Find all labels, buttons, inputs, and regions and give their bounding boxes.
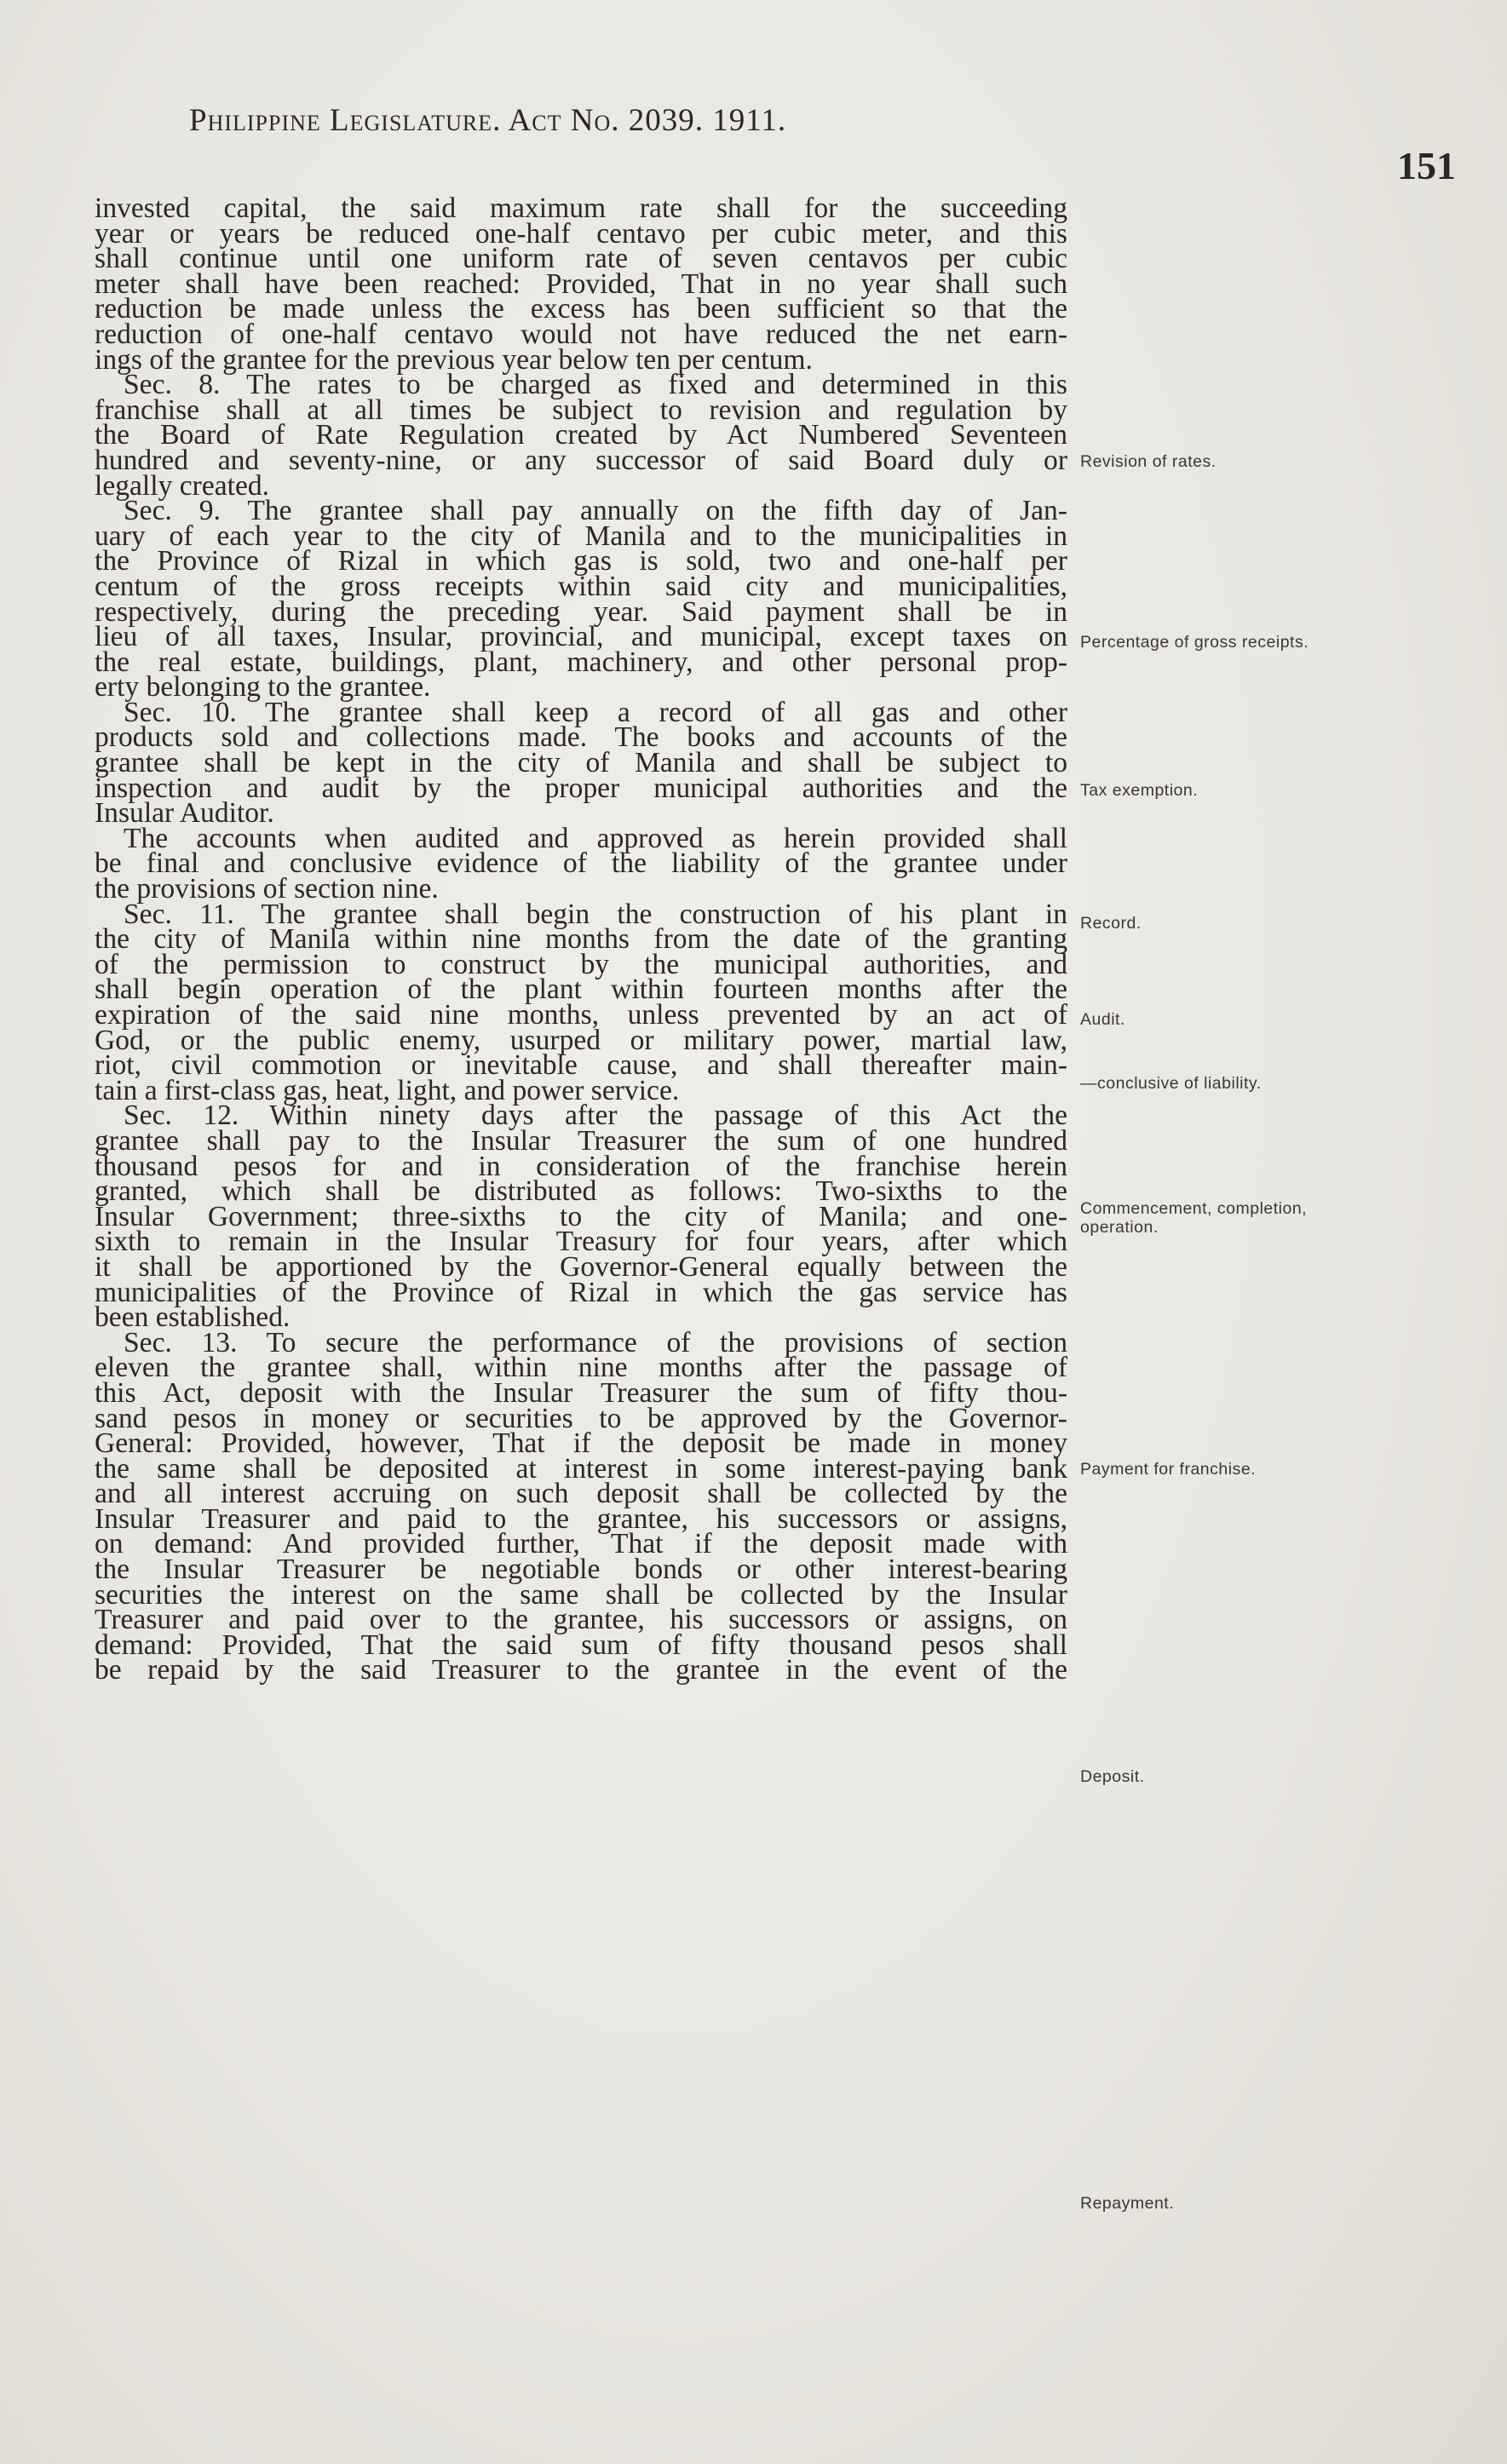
text-line: sixth to remain in the Insular Treasury for four years, after which — [95, 1226, 1067, 1258]
margin-note: Repayment. — [1080, 2194, 1175, 2213]
text-line: expiration of the said nine months, unless prevented by an act of — [95, 999, 1067, 1031]
text-line: securities the interest on the same shall be collected by the Insular — [95, 1578, 1067, 1611]
text-line: lieu of all taxes, Insular, provincial, and municipal, except taxes on — [95, 621, 1067, 653]
text-line: of the permission to construct by the municipal authorities, and — [95, 948, 1067, 980]
section-11-start: Sec. 11. The grantee shall begin the construction of his plant in — [124, 898, 1067, 930]
text-line: uary of each year to the city of Manila and to the municipalities in — [95, 520, 1067, 552]
margin-note: Commencement, completion, operation. — [1080, 1199, 1308, 1237]
section-10-start: Sec. 10. The grantee shall keep a record of all gas and other — [124, 696, 1067, 728]
text-line: inspection and audit by the proper municipal authorities and the — [95, 772, 1067, 804]
text-line: centum of the gross receipts within said city and municipalities, — [95, 570, 1067, 602]
text-line: legally created. — [95, 469, 270, 502]
text-line: reduction of one-half centavo would not have reduced the net earn- — [95, 318, 1067, 350]
text-line: grantee shall pay to the Insular Treasurer the sum of one hundred — [95, 1124, 1067, 1157]
margin-note: Audit. — [1080, 1010, 1125, 1029]
text-line: Insular Government; three-sixths to the city of Manila; and one- — [95, 1200, 1067, 1232]
running-head — [189, 102, 786, 139]
text-line: God, or the public enemy, usurped or military power, martial law, — [95, 1024, 1067, 1056]
margin-note: Deposit. — [1080, 1767, 1145, 1786]
body-text — [95, 192, 1067, 1686]
text-line: hundred and seventy-nine, or any successor of said Board duly or — [95, 444, 1067, 476]
margin-note: Percentage of gross receipts. — [1080, 633, 1309, 652]
text-line: be final and conclusive evidence of the liability of the grantee under — [95, 847, 1067, 880]
text-line: Treasurer and paid over to the grantee, his successors or assigns, on — [95, 1604, 1067, 1636]
text-line: municipalities of the Province of Rizal in which the gas service has — [95, 1276, 1067, 1308]
section-13-start: Sec. 13. To secure the performance of the provisions of section — [124, 1326, 1067, 1358]
text-line: the city of Manila within nine months from the date of the granting — [95, 923, 1067, 956]
text-line: it shall be apportioned by the Governor-General equally between the — [95, 1250, 1067, 1283]
text-line: tain a first-class gas, heat, light, and power service. — [95, 1074, 680, 1106]
margin-note: Tax exemption. — [1080, 781, 1199, 800]
text-line: grantee shall be kept in the city of Manila and shall be subject to — [95, 747, 1067, 779]
text-line: Insular Auditor. — [95, 797, 274, 830]
text-line: respectively, during the preceding year. Said payment shall be in — [95, 595, 1067, 628]
margin-note: Payment for franchise. — [1080, 1460, 1257, 1479]
text-line: the Insular Treasurer be negotiable bonds or other interest-bearing — [95, 1554, 1067, 1586]
text-line: shall begin operation of the plant within fourteen months after the — [95, 974, 1067, 1006]
section-8-start: Sec. 8. The rates to be charged as fixed and determined in this — [124, 369, 1067, 401]
text-line: invested capital, the said maximum rate shall for the succeeding — [95, 192, 1067, 224]
text-line: the Province of Rizal in which gas is sold, two and one-half per — [95, 545, 1067, 577]
text-line: erty belonging to the grantee. — [95, 671, 431, 704]
page-number: 151 — [1397, 144, 1456, 187]
paragraph-start: The accounts when audited and approved as herein provided shall — [124, 822, 1067, 854]
text-line: and all interest accruing on such deposit shall be collected by the — [95, 1478, 1067, 1510]
text-line: the provisions of section nine. — [95, 873, 439, 905]
text-line: riot, civil commotion or inevitable cause, and shall thereafter main- — [95, 1049, 1067, 1082]
text-line: granted, which shall be distributed as follows: Two-sixths to the — [95, 1175, 1067, 1208]
text-line: demand: Provided, That the said sum of fifty thousand pesos shall — [95, 1628, 1067, 1661]
text-line: the Board of Rate Regulation created by Act Numbered Seventeen — [95, 419, 1067, 451]
margin-note: Revision of rates. — [1080, 452, 1217, 471]
running-head-text: Philippine Legislature. Act No. 2039. 1911. — [189, 103, 787, 138]
text-line: eleven the grantee shall, within nine months after the passage of — [95, 1352, 1067, 1384]
text-line: this Act, deposit with the Insular Treasurer the sum of fifty thou- — [95, 1376, 1067, 1409]
text-line: ings of the grantee for the previous year below ten per centum. — [95, 343, 813, 376]
margin-note: Record. — [1080, 914, 1142, 933]
text-line: year or years be reduced one-half centavo per cubic meter, and this — [95, 217, 1067, 250]
text-line: the real estate, buildings, plant, machinery, and other personal prop- — [95, 646, 1067, 678]
text-line: shall continue until one uniform rate of seven centavos per cubic — [95, 243, 1067, 275]
text-line: meter shall have been reached: Provided, That in no year shall such — [95, 267, 1067, 300]
text-line: products sold and collections made. The books and accounts of the — [95, 721, 1067, 754]
text-line: General: Provided, however, That if the deposit be made in money — [95, 1427, 1067, 1460]
text-line: franchise shall at all times be subject to revision and regulation by — [95, 393, 1067, 426]
text-line: sand pesos in money or securities to be approved by the Governor- — [95, 1402, 1067, 1434]
section-9-start: Sec. 9. The grantee shall pay annually on the fifth day of Jan- — [124, 495, 1067, 527]
margin-note: —conclusive of liability. — [1080, 1074, 1262, 1093]
text-line: be repaid by the said Treasurer to the grantee in the event of the — [95, 1654, 1067, 1686]
text-line: been established. — [95, 1301, 290, 1334]
text-line: reduction be made unless the excess has been sufficient so that the — [95, 293, 1067, 325]
text-line: on demand: And provided further, That if the deposit made with — [95, 1528, 1067, 1560]
text-line: Insular Treasurer and paid to the grantee, his successors or assigns, — [95, 1502, 1067, 1535]
text-line: the same shall be deposited at interest in some interest-paying bank — [95, 1452, 1067, 1485]
text-line: thousand pesos for and in consideration of the franchise herein — [95, 1150, 1067, 1182]
section-12-start: Sec. 12. Within ninety days after the passage of this Act the — [124, 1100, 1067, 1132]
